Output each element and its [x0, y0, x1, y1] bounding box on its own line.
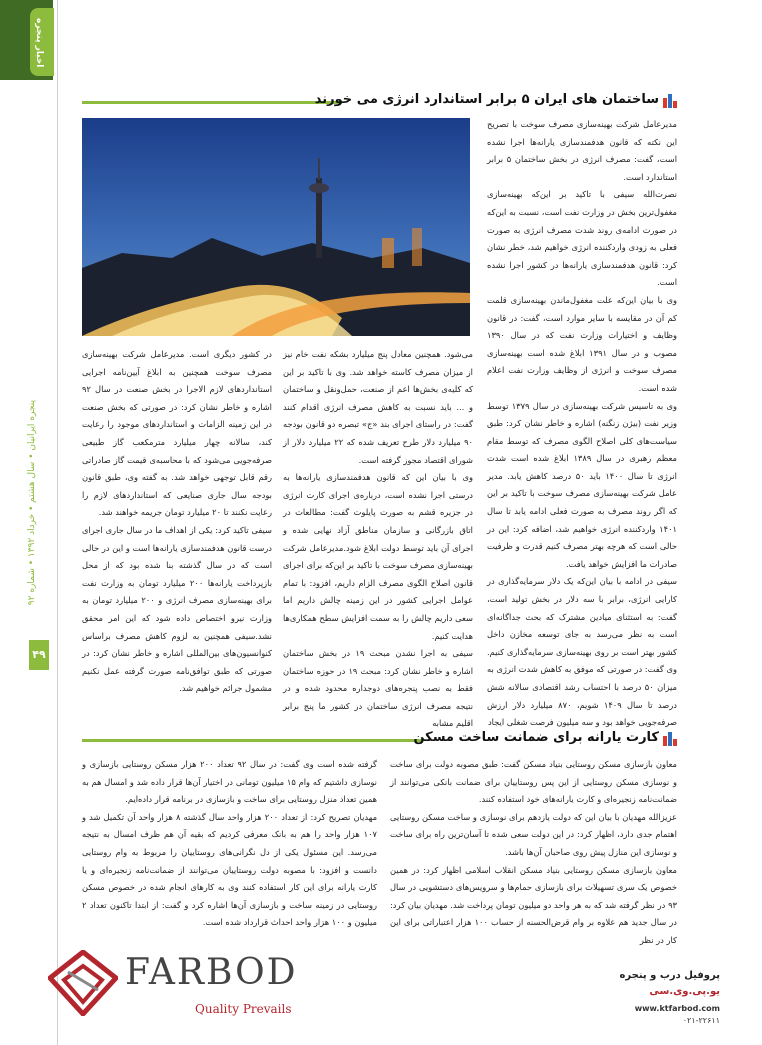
section-tab-label: اخبار پنجره	[34, 18, 44, 68]
paragraph: می‌شود. همچنین معادل پنج میلیارد بشکه نفت خام نیز از میزان مصرف کاسته خواهد شد. وی با تاکید بر این که کلیه‌ی بخش‌ها اعم از صنعت، حمل‌ونقل و ساختمان و ... باید نسبت به کاهش مصرف انرژی اقدام کنند گفت: در راستای اجرای بند «ج» تبصره دو قانون بودجه ۹۰ میلیارد دلار طرح تعریف شده که ۲۲ میلیارد دلار از شورای اقتصاد مجوز گرفته است.	[283, 349, 473, 465]
article-2-column-right	[390, 756, 677, 950]
article-2-title: کارت یارانه برای ضمانت ساخت مسکن	[413, 730, 659, 745]
paragraph: وی با بیان این که قانون هدفمندسازی یارانه‌ها به درستی اجرا نشده است، درباره‌ی اجرای کارت انرژی در جزیره قشم به صورت پایلوت گفت: مطالعات در اتاق بازرگانی و سازمان مناطق آزاد نهایی شده و اجرای آن باید توسط دولت ابلاغ شود.مدیرعامل شرکت بهینه‌سازی مصرف سوخت با تاکید بر این‌که برای اجرای قانون اصلاح الگوی مصرف الزام داریم، افزود: با تمام عوامل اجرایی کشور در این زمینه چالش داریم اما سعی داریم چالش را به سمت افزایش سطح همکاری‌ها هدایت کنیم.	[283, 472, 473, 641]
ad-phone: ۰۲۱-۲۲۶۱۱	[682, 1016, 720, 1025]
paragraph: وی به تاسیس شرکت بهینه‌سازی در سال ۱۳۷۹ توسط وزیر نفت (بیژن زنگنه) اشاره و خاطر نشان کرد: طبق سیاست‌های کلی اصلاح الگوی مصرف که توسط مقام معظم رهبری در سال ۱۳۸۹ ابلاغ شده است شدت انرژی تا سال ۱۴۰۰ باید ۵۰ درصد کاهش یابد. مدیر عامل شرکت بهینه‌سازی مصرف سوخت با تاکید بر این که اگر روند مصرف به صورت فعلی ادامه یابد تا سال ۱۴۰۱ واردکننده انرژی خواهیم شد، اضافه کرد: این در حالی است که هرچه بهتر مصرف کنیم قدرت و ظرفیت صادرات ما افزایش خواهد یافت.	[487, 400, 677, 569]
article-1-column-middle	[283, 346, 473, 733]
paragraph: وی با بیان این‌که علت مغفول‌ماندن بهینه‌سازی قلمت کم آن در مقایسه با سایر موارد است، گفت: در قانون وظایف و اختیارات وزارت نفت که در سال ۱۳۹۰ مصوب و در سال ۱۳۹۱ ابلاغ شده است بهینه‌سازی مصرف سوخت و انرژی از وظایف وزارت نفت اعلام شده است.	[487, 294, 677, 393]
paragraph: سیفی به اجرا نشدن مبحث ۱۹ در بخش ساختمان اشاره و خاطر نشان کرد: مبحث ۱۹ در حوزه ساختمان فقط به نصب پنجره‌های دوجداره محدود شده و در نتیجه مصرف انرژی ساختمان در کشور ما پنج برابر اقلیم مشابه	[283, 648, 473, 729]
paragraph: سیفی در ادامه با بیان این‌که یک دلار سرمایه‌گذاری در کارایی انرژی، برابر با سه دلار در بخش تولید است، گفت: به استثنای میادین مشترک که بحث جداگانه‌ای است به نظر می‌رسد به جای توسعه مخازن داخل کشور بهتر است بر روی بهینه‌سازی سرمایه‌گذاری کنیم. وی گفت: در صورتی که موفق به کاهش شدت انرژی به میزان ۵۰ درصد با احتساب رشد اقتصادی سالانه شش درصد تا سال ۱۴۰۹ شویم، ۸۷۰ میلیارد دلار ارزش صرفه‌جویی خواهد بود و سه میلیون فرصت شغلی ایجاد	[487, 576, 678, 728]
headline-rule	[82, 101, 342, 104]
headline-rule	[82, 739, 422, 742]
headline-1	[82, 92, 677, 112]
footer-ad	[40, 940, 720, 1030]
paragraph: سیفی تاکید کرد: یکی از اهداف ما در سال جاری اجرای درست قانون هدفمندسازی یارانه‌ها است و این در حالی است که در سال گذشته بنا شده بود که از محل بازپرداخت یارانه‌ها ۲۰۰ میلیارد تومان به وزارت نفت برای بهینه‌سازی مصرف انرژی و ۲۰۰ میلیارد تومان به وزارت نیرو اختصاص داده شود که این امر محقق نشد.سیفی همچنین به لزوم کاهش مصرف براساس کنوانسیون‌های بین‌المللی اشاره و خاطر نشان کرد: در صورتی که طبق توافق‌نامه صورت گرفته عمل نکنیم مشمول جرائم خواهیم شد.	[82, 524, 273, 694]
paragraph: در کشور دیگری است. مدیرعامل شرکت بهینه‌سازی مصرف سوخت همچنین به ابلاغ آیین‌نامه اجرایی استانداردهای لازم الاجرا در بخش صنعت در سال ۹۲ اشاره و خاطر نشان کرد: در صورتی که بخش صنعت در این زمینه الزامات و استانداردهای موجود را رعایت کند، سالانه چهار میلیارد مترمکعب گاز طبیعی صرفه‌جویی می‌شود که با محاسبه‌ی قیمت گاز صادراتی رقم قابل توجهی خواهد شد. به گفته وی، طبق قانون بودجه سال جاری صنایعی که استانداردهای لازم را رعایت نکنند تا ۲۰ میلیارد تومان جریمه خواهند شد.	[82, 349, 272, 518]
sidebar-divider	[57, 0, 58, 1045]
brand-name: FARBOD	[125, 952, 298, 993]
article-1-column-left	[82, 346, 272, 698]
ad-product-types: یو.پی.وی.سی	[649, 986, 720, 997]
paragraph: نصرت‌الله سیفی با تاکید بر این‌که بهینه‌سازی مغفول‌ترین بخش در وزارت نفت است، نسبت به این‌که در صورت ادامه‌ی روند شدت مصرف انرژی به صورت فعلی به زودی واردکننده انرژی خواهیم شد، خطر نشان کرد: قانون هدفمندسازی یارانه‌ها در کشور اجرا نشده است.	[487, 189, 677, 288]
issue-info: پنجره ایرانیان • سال هشتم • خرداد ۱۳۹۲ • شماره ۹۲	[27, 400, 37, 606]
page-number: ۴۹	[29, 640, 49, 670]
paragraph: مهدیان تصریح کرد: از تعداد ۲۰۰ هزار واحد سال گذشته ۸ هزار واحد آن تکمیل شد و ۱۰۷ هزار واحد را هم به بانک معرفی کردیم که بقیه آن هم ظرف امسال به نتیجه می‌رسد. این مسئول یکی از دل نگرانی‌های روستاییان را مربوط به وام روستایی دانست و افزود: با مصوبه دولت روستاییان می‌توانند از ضمانت‌نامه زنجیره‌ای و یا کارت یارانه برای این کار استفاده کنند وی به کارهای انجام شده در خصوص مسکن روستایی در زمینه ساخت و بازسازی آن‌ها اشاره کرد و گفت: از ابتدا تاکنون تعداد ۲ میلیون و ۱۰۰ هزار واحد احداث قرارداد شده است.	[82, 811, 378, 928]
article-1-title: ساختمان های ایران ۵ برابر استاندارد انرژی می خورند	[314, 92, 659, 107]
paragraph: معاون بازسازی مسکن روستایی بنیاد مسکن گفت: طبق مصوبه دولت برای ساخت و نوسازی مسکن روستایی از این پس روستاییان برای ضمانت بانکی می‌توانند از ضمانت‌نامه زنجیره‌ای و کارت یارانه‌های خود استفاده کنند.	[390, 759, 677, 805]
article-2-column-left	[82, 756, 377, 932]
ad-website: www.ktfarbod.com	[634, 1004, 720, 1013]
brand-tagline: Quality Prevails	[195, 1002, 292, 1016]
paragraph: عزیزالله مهدیان با بیان این که دولت یازدهم برای نوسازی و ساخت مسکن روستایی اهتمام جدی دارد، اظهار کرد: در این دولت سعی شده تا آسان‌ترین راه برای ساخت و نوسازی این منازل پیش روی صاحبان آن‌ها باشد.	[390, 811, 677, 857]
paragraph: گرفته شده است وی گفت: در سال ۹۲ تعداد ۲۰۰ هزار مسکن روستایی بازسازی و نوسازی داشتیم که وام ۱۵ میلیون تومانی در اختیار آن‌ها قرار داده شد و امسال هم به همین تعداد منزل روستایی برای ساخت و بازسازی در برنامه قرار داده‌ایم.	[82, 759, 377, 805]
paragraph: معاون بازسازی مسکن روستایی بنیاد مسکن انقلاب اسلامی اظهار کرد: در همین خصوص یک سری تسهیلات برای بازسازی حمام‌ها و سرویس‌های دستشویی در سال ۹۳ در نظر گرفته شد که به هر واحد دو میلیون تومان پرداخت شد. مهدیان بیان کرد: در سال جدید هم علاوه بر وام قرض‌الحسنه از حساب ۱۰۰ هزار اعتباراتی برای این کار در نظر	[390, 864, 677, 945]
ad-title: پروفیل درب و پنجره	[619, 970, 720, 981]
city-night-photo	[82, 118, 470, 336]
headline-2	[82, 730, 677, 750]
article-1-column-right	[487, 116, 677, 732]
paragraph: مدیرعامل شرکت بهینه‌سازی مصرف سوخت با تصریح این نکته که قانون هدفمندسازی یارانه‌ها اجرا نشده است، گفت: مصرف انرژی در بخش ساختمان ۵ برابر استاندارد است.	[487, 119, 677, 182]
bar-graph-icon	[663, 730, 677, 746]
farbod-logo-icon	[48, 950, 118, 1016]
bar-graph-icon	[663, 92, 677, 108]
section-tab	[30, 8, 54, 76]
